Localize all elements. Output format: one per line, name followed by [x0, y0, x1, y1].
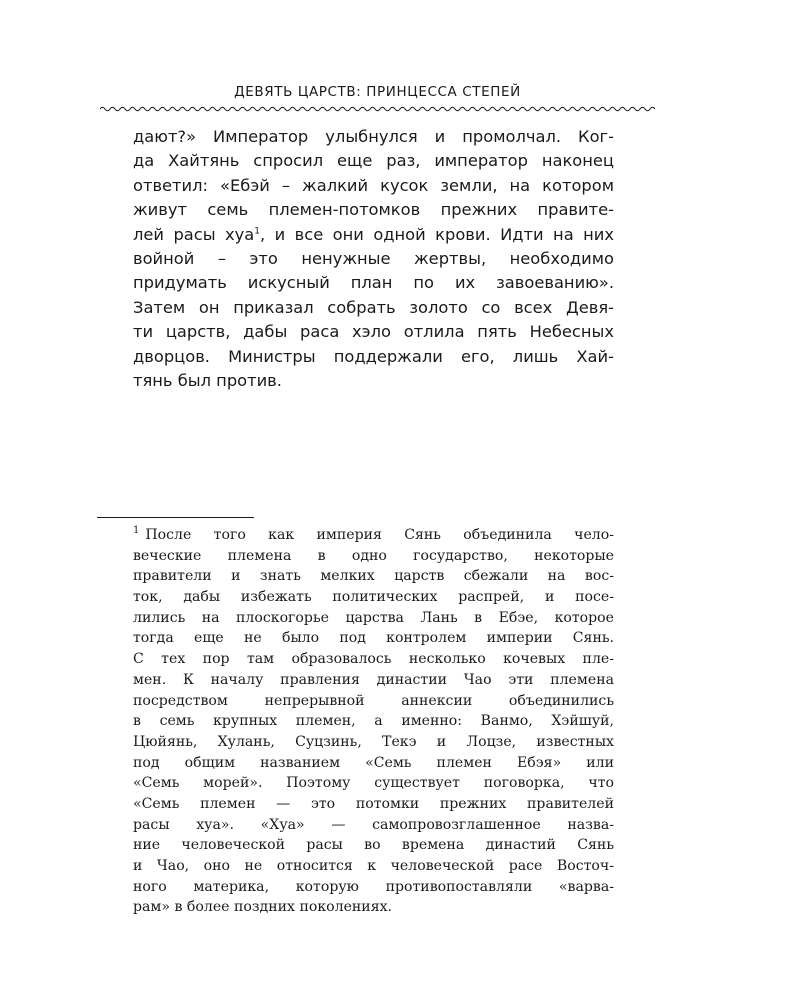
footnote-line: веческие племена в одно государство, некоторые	[133, 547, 614, 564]
text-line: живут семь племен-потомков прежних правите-	[133, 200, 614, 220]
footnote-line: под общим названием «Семь племен Ебэя» или	[133, 754, 614, 771]
text-line: дворцов. Министры поддержали его, лишь Хай-	[133, 346, 614, 366]
footnote-line: и Чао, оно не относится к человеческой расе Восточ-	[133, 858, 614, 874]
footnote-line: рам» в более поздних поколениях.	[133, 899, 393, 916]
text-segment: лей расы хуа	[133, 224, 255, 244]
text-line: дают?» Император улыбнулся и промолчал. Ког-	[133, 127, 614, 146]
footnote-text: После того как империя Сянь объединила чело-	[145, 527, 614, 543]
footnote-line: тогда еще не было под контролем империи Сянь.	[133, 630, 614, 647]
text-segment: , и все они одной крови. Идти на них	[260, 224, 614, 244]
footnote-number: 1	[133, 525, 140, 537]
running-header: ДЕВЯТЬ ЦАРСТВ: ПРИНЦЕССА СТЕПЕЙ	[234, 84, 521, 100]
footnote-line: С тех пор там образовалось несколько кочевых пле-	[133, 651, 614, 668]
footnote-line: «Семь племен — это потомки прежних правителей	[133, 795, 614, 812]
footnote-line: расы хуа». «Хуа» — самопровозглашенное назва-	[133, 816, 614, 833]
main-text	[133, 125, 614, 393]
footnote-line: лились на плоскогорье царства Лань в Ебэе, которое	[133, 609, 614, 626]
footnote-line: в семь крупных племен, а именно: Ванмо, Хэйшуй,	[133, 713, 614, 730]
text-line: да Хайтянь спросил еще раз, император наконец	[133, 151, 614, 171]
footnote-line: правители и знать мелких царств сбежали на вос-	[133, 568, 614, 585]
footnote-line: посредством непрерывной аннексии объединились	[133, 692, 614, 709]
footnote-line: Цюйянь, Хулань, Суцзинь, Текэ и Лоцзе, известных	[133, 733, 614, 750]
footnote-line: ного материка, которую противопоставляли «варва-	[133, 878, 614, 895]
footnote-reference[interactable]: 1	[254, 226, 261, 237]
footnote-line: «Семь морей». Поэтому существует поговорка, что	[133, 775, 614, 792]
footnote	[133, 525, 614, 918]
wavy-divider	[100, 104, 655, 114]
text-line: ответил: «Ебэй – жалкий кусок земли, на котором	[133, 175, 614, 195]
text-line: придумать искусный план по их завоеванию».	[133, 273, 614, 293]
text-line-with-footnote-ref	[133, 223, 614, 247]
footnote-line: ток, дабы избежать политических распрей, и посе-	[133, 589, 614, 606]
footnote-separator	[97, 517, 254, 518]
text-line: Затем он приказал собрать золото со всех Девя-	[133, 297, 614, 317]
footnote-line	[133, 525, 614, 546]
text-line: тянь был против.	[133, 370, 282, 390]
text-line: войной – это ненужные жертвы, необходимо	[133, 248, 614, 268]
footnote-line: мен. К началу правления династии Чао эти племена	[133, 671, 614, 688]
footnote-line: ние человеческой расы во времена династий Сянь	[133, 837, 614, 854]
text-line: ти царств, дабы раса хэло отлила пять Небесных	[133, 322, 614, 342]
